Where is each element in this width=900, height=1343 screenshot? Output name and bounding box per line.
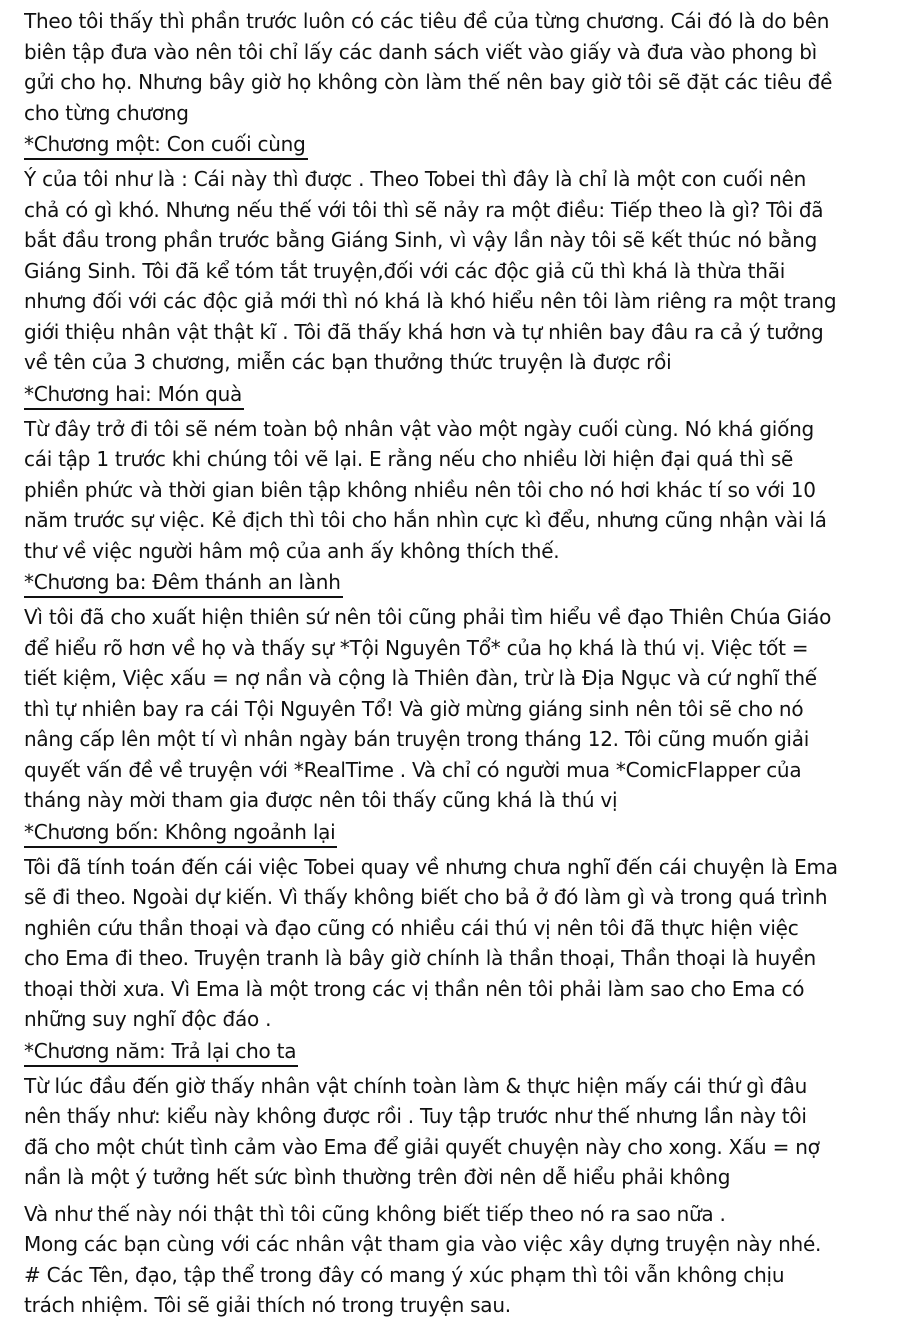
chapter-1-heading: *Chương một: Con cuối cùng [24,131,308,160]
chapter-5-heading: *Chương năm: Trả lại cho ta [24,1038,298,1067]
chapter-1-section [24,128,880,378]
text-line: Và như thế này nói thật thì tôi cũng không biết tiếp theo nó ra sao nữa . [24,1201,726,1226]
text-line: những suy nghĩ độc đáo . [24,1007,272,1031]
text-line: nâng cấp lên một tí vì nhân ngày bán truyện trong tháng 12. Tôi cũng muốn giải [24,727,810,751]
text-line: # Các Tên, đạo, tập thể trong đây có mang ý xúc phạm thì tôi vẫn không chịu [24,1262,785,1287]
text-line: trách nhiệm. Tôi sẽ giải thích nó trong truyện sau. [24,1293,511,1317]
text-line: nần là một ý tưởng hết sức bình thường trên đời nên dễ hiểu phải không [24,1165,731,1189]
text-line: cái tập 1 trước khi chúng tôi vẽ lại. E rằng nếu cho nhiều lời hiện đại quá thì sẽ [24,447,794,471]
text-line: biên tập đưa vào nên tôi chỉ lấy các danh sách viết vào giấy và đưa vào phong bì [24,39,817,64]
text-line: Từ lúc đầu đến giờ thấy nhân vật chính toàn làm & thực hiện mấy cái thứ gì đâu [24,1073,808,1098]
chapter-2-section [24,378,880,567]
text-line: chả có gì khó. Nhưng nếu thế với tôi thì sẽ nảy ra một điều: Tiếp theo là gì? Tôi đã [24,197,824,222]
text-line: thì tự nhiên bay ra cái Tội Nguyên Tổ! Và giờ mừng giáng sinh nên tôi sẽ cho nó [24,696,804,721]
text-line: Giáng Sinh. Tôi đã kể tóm tắt truyện,đối với các độc giả cũ thì khá là thừa thãi [24,258,786,283]
text-line: quyết vấn đề về truyện với *RealTime . Và chỉ có người mua *ComicFlapper của [24,757,802,782]
chapter-4-section [24,816,880,1035]
text-line: sẽ đi theo. Ngoài dự kiến. Vì thấy không biết cho bả ở đó làm gì và trong quá trình [24,885,828,909]
text-line: gửi cho họ. Nhưng bây giờ họ không còn làm thế nên bay giờ tôi sẽ đặt các tiêu đề [24,70,833,94]
text-line: nhưng đối với các độc giả mới thì nó khá là khó hiểu nên tôi làm riêng ra một trang [24,289,837,313]
text-line: đã cho một chút tình cảm vào Ema để giải quyết chuyện này cho xong. Xấu = nợ [24,1134,820,1159]
text-line: Ý của tôi như là : Cái này thì được . Theo Tobei thì đây là chỉ là một con cuối nên [24,167,807,191]
intro-paragraph [24,6,880,128]
chapter-2-heading: *Chương hai: Món quà [24,381,244,410]
text-line: cho Ema đi theo. Truyện tranh là bây giờ chính là thần thoại, Thần thoại là huyền [24,946,816,970]
text-line: để hiểu rõ hơn về họ và thấy sự *Tội Nguyên Tổ* của họ khá là thú vị. Việc tốt = [24,635,809,660]
chapter-3-section [24,566,880,816]
text-line: giới thiệu nhân vật thật kĩ . Tôi đã thấy khá hơn và tự nhiên bay đâu ra cả ý tưởng [24,319,824,344]
text-line: Tôi đã tính toán đến cái việc Tobei quay về nhưng chưa nghĩ đến cái chuyện là Ema [24,854,838,879]
text-line: Theo tôi thấy thì phần trước luôn có các tiêu đề của từng chương. Cái đó là do bên [24,9,830,33]
text-line: Vì tôi đã cho xuất hiện thiên sứ nên tôi cũng phải tìm hiểu về đạo Thiên Chúa Giáo [24,605,832,629]
text-line: thư về việc người hâm mộ của anh ấy không thích thế. [24,538,560,563]
text-line: cho từng chương [24,100,189,125]
text-line: nên thấy như: kiểu này không được rồi . Tuy tập trước như thế nhưng lần này tôi [24,1104,807,1128]
text-line: thoại thời xưa. Vì Ema là một trong các vị thần nên tôi phải làm sao cho Ema có [24,976,805,1001]
chapter-4-heading: *Chương bốn: Không ngoảnh lại [24,819,337,848]
text-line: phiền phức và thời gian biên tập không nhiều nên tôi cho nó hơi khác tí so với 10 [24,477,816,502]
text-line: về tên của 3 chương, miễn các bạn thưởng thức truyện là được rồi [24,350,672,374]
chapter-5-section [24,1035,880,1193]
text-line: tiết kiệm, Việc xấu = nợ nần và cộng là Thiên đàn, trừ là Địa Ngục và cứ nghĩ thế [24,666,817,690]
text-line: Mong các bạn cùng với các nhân vật tham gia vào việc xây dựng truyện này nhé. [24,1232,822,1256]
text-line: năm trước sự việc. Kẻ địch thì tôi cho hắn nhìn cực kì đểu, nhưng cũng nhận vài lá [24,508,827,532]
text-line: tháng này mời tham gia được nên tôi thấy cũng khá là thú vị [24,788,618,812]
closing-paragraph [24,1199,880,1260]
text-line: Từ đây trở đi tôi sẽ ném toàn bộ nhân vật vào một ngày cuối cùng. Nó khá giống [24,416,814,441]
chapter-3-heading: *Chương ba: Đêm thánh an lành [24,569,343,598]
disclaimer-note [24,1260,880,1321]
text-line: nghiên cứu thần thoại và đạo cũng có nhiều cái thú vị nên tôi đã thực hiện việc [24,915,799,940]
text-line: bắt đầu trong phần trước bằng Giáng Sinh, vì vậy lần này tôi sẽ kết thúc nó bằng [24,228,818,252]
